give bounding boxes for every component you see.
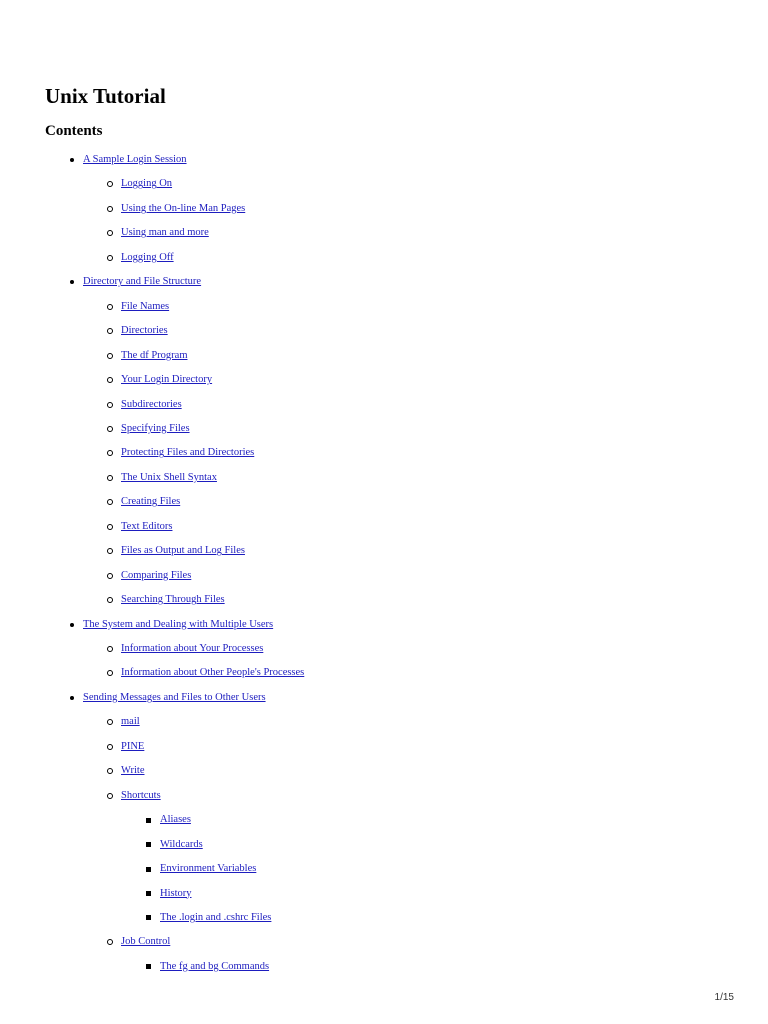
toc-link[interactable]: Creating Files: [121, 496, 181, 508]
bullet-icon: [146, 810, 151, 830]
toc-item: [121, 590, 225, 610]
toc-link[interactable]: The .login and .cshrc Files: [160, 911, 272, 923]
toc-item: [121, 566, 191, 586]
toc-item: [121, 248, 174, 268]
bullet-icon: [107, 712, 113, 732]
bullet-icon: [70, 272, 74, 292]
toc-link[interactable]: Files as Output and Log Files: [121, 545, 245, 557]
bullet-icon: [107, 590, 113, 610]
toc-link[interactable]: Environment Variables: [160, 863, 257, 874]
toc-item: [121, 932, 170, 952]
toc-link[interactable]: Directories: [121, 325, 168, 337]
toc-link[interactable]: The Unix Shell Syntax: [121, 471, 217, 483]
toc-link[interactable]: Searching Through Files: [121, 594, 225, 606]
toc-item: [121, 346, 187, 366]
bullet-icon: [146, 859, 151, 879]
toc-item: [83, 150, 187, 170]
toc-item: [121, 492, 180, 512]
bullet-icon: [107, 663, 113, 683]
toc-item: [121, 443, 254, 463]
toc-item: [160, 810, 191, 830]
toc-link[interactable]: File Names: [121, 300, 170, 312]
bullet-icon: [107, 517, 113, 537]
bullet-icon: [107, 248, 113, 268]
toc-item: [121, 419, 190, 439]
toc-link[interactable]: Shortcuts: [121, 789, 161, 801]
toc-link[interactable]: The System and Dealing with Multiple Users: [83, 618, 274, 630]
toc-item: [121, 737, 144, 757]
bullet-icon: [107, 492, 113, 512]
bullet-icon: [146, 884, 151, 904]
bullet-icon: [107, 321, 113, 341]
toc-link[interactable]: Logging Off: [121, 251, 174, 263]
toc-item: [160, 957, 269, 977]
toc-item: [121, 663, 304, 683]
bullet-icon: [107, 541, 113, 561]
toc-item: [121, 517, 172, 537]
toc-item: [83, 272, 201, 292]
bullet-icon: [107, 468, 113, 488]
toc-link[interactable]: Your Login Directory: [121, 374, 213, 385]
page-indicator: 1/15: [714, 992, 734, 1003]
toc-item: [160, 859, 256, 879]
toc-link[interactable]: mail: [121, 716, 140, 728]
toc-link[interactable]: Text Editors: [121, 520, 173, 532]
toc-item: [121, 321, 168, 341]
bullet-icon: [146, 908, 151, 928]
bullet-icon: [70, 150, 74, 170]
bullet-icon: [107, 346, 113, 366]
toc-link[interactable]: Specifying Files: [121, 422, 190, 434]
toc-link[interactable]: Using the On-line Man Pages: [121, 202, 246, 214]
toc-link[interactable]: Information about Other People's Processes: [121, 667, 305, 679]
toc-link[interactable]: Sending Messages and Files to Other Users: [83, 691, 266, 703]
toc-link[interactable]: The fg and bg Commands: [160, 960, 270, 972]
bullet-icon: [107, 932, 113, 952]
bullet-icon: [107, 174, 113, 194]
bullet-icon: [107, 761, 113, 781]
toc-link[interactable]: A Sample Login Session: [83, 154, 187, 165]
toc-item: [121, 223, 209, 243]
bullet-icon: [107, 443, 113, 463]
toc-link[interactable]: Job Control: [121, 936, 171, 948]
toc-item: [121, 541, 245, 561]
toc-item: [83, 615, 273, 635]
bullet-icon: [107, 786, 113, 806]
bullet-icon: [146, 835, 151, 855]
toc-item: [160, 835, 203, 855]
bullet-icon: [107, 297, 113, 317]
toc-item: [121, 468, 217, 488]
bullet-icon: [70, 615, 74, 635]
toc-link[interactable]: Comparing Files: [121, 569, 192, 581]
toc-link[interactable]: Using man and more: [121, 227, 209, 239]
bullet-icon: [107, 566, 113, 586]
bullet-icon: [107, 419, 113, 439]
toc-item: [121, 712, 140, 732]
toc-item: [121, 297, 169, 317]
bullet-icon: [107, 639, 113, 659]
toc-item: [121, 395, 182, 415]
toc-link[interactable]: Write: [121, 765, 145, 777]
page-title: Unix Tutorial: [45, 84, 166, 108]
toc-link[interactable]: Directory and File Structure: [83, 276, 202, 288]
toc-item: [121, 370, 212, 390]
toc-link[interactable]: Logging On: [121, 178, 173, 190]
bullet-icon: [107, 737, 113, 757]
toc-link[interactable]: Subdirectories: [121, 398, 182, 410]
toc-item: [160, 884, 192, 904]
toc-link[interactable]: Protecting Files and Directories: [121, 447, 255, 459]
toc-item: [121, 639, 263, 659]
toc-item: [121, 199, 245, 219]
toc-link[interactable]: History: [160, 887, 192, 899]
toc-link[interactable]: PINE: [121, 740, 145, 752]
contents-heading: Contents: [45, 123, 103, 139]
toc-item: [160, 908, 271, 928]
bullet-icon: [107, 223, 113, 243]
toc-item: [121, 786, 161, 806]
bullet-icon: [107, 370, 113, 390]
toc-link[interactable]: The df Program: [121, 349, 188, 361]
bullet-icon: [70, 688, 74, 708]
bullet-icon: [107, 199, 113, 219]
toc-link[interactable]: Wildcards: [160, 838, 203, 850]
toc-link[interactable]: Aliases: [160, 814, 191, 826]
toc-link[interactable]: Information about Your Processes: [121, 643, 264, 654]
toc-item: [83, 688, 266, 708]
toc-item: [121, 174, 172, 194]
toc-item: [121, 761, 144, 781]
bullet-icon: [146, 957, 151, 977]
bullet-icon: [107, 395, 113, 415]
